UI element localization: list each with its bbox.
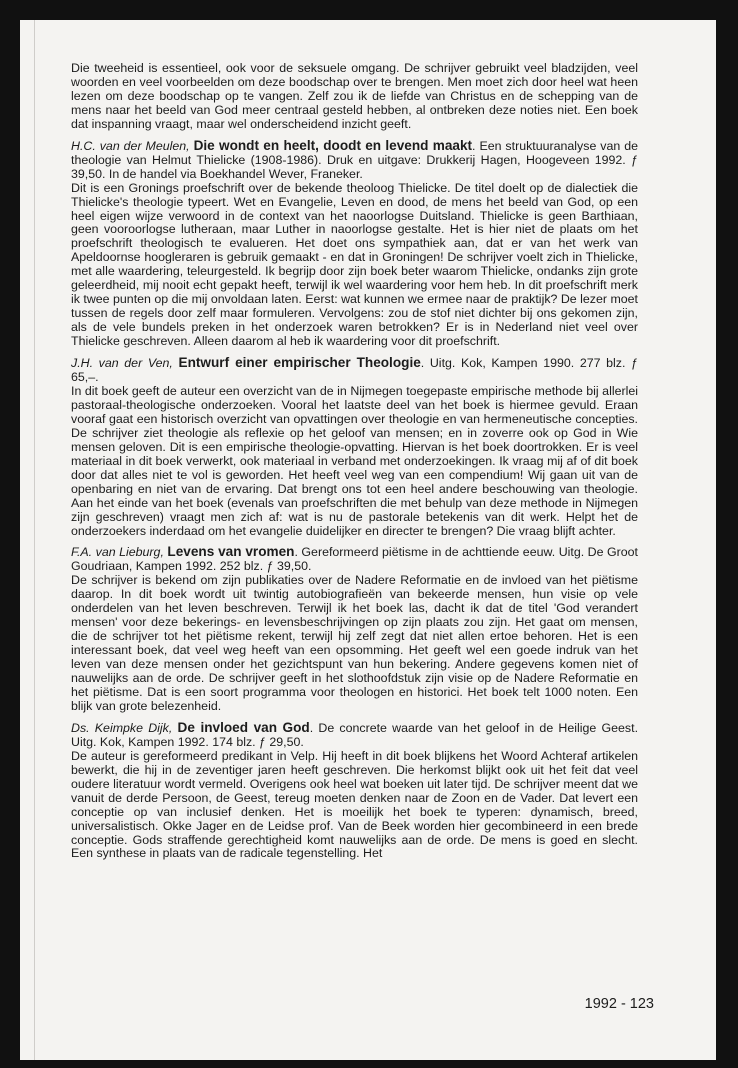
review-bibliography: . De concrete waarde van het geloof in de Heilige Geest. Uitg. Kok, Kampen 1992. 174 blz. ƒ 29,50.: [71, 720, 639, 749]
review-author: F.A. van Lieburg,: [71, 545, 164, 560]
review-bibliography: . Uitg. Kok, Kampen 1990. 277 blz. ƒ 65,–.: [71, 356, 638, 385]
review-thielicke: [71, 139, 638, 349]
review-book-title: Entwurf einer empirischer Theologie: [178, 355, 421, 371]
review-book-title: Die wondt en heelt, doodt en levend maakt: [193, 137, 473, 153]
review-levens-van-vromen: [71, 545, 638, 713]
review-author: J.H. van der Ven,: [71, 356, 173, 371]
page-fold-line: [34, 20, 35, 1060]
scan-border-top: [0, 0, 738, 20]
review-body: De auteur is gereformeerd predikant in Velp. Hij heeft in dit boek blijkens het Woord Achteraf artikelen bewerkt, die hij in de zeventiger jaren heeft geschreven. Die herkomst blijkt ook uit het feit dat veel oudere literatuur wordt vermeld. Overigens ook heel wat boeken uit later tijd. De schrijver meent dat we vanuit de derde Persoon, de Geest, tereug moeten denken naar de Zoon en de Vader. Dat levert een conceptie op van inclusief denken. Het is moeilijk het boek te typeren: dynamisch, breed, universalistisch. Okke Jager en de Leidse prof. Van de Beek worden hier gecombineerd in een brede conceptie. Gods straffende gerechtigheid komt nauwelijks aan de orde. De mens is goed en slecht. Een synthese in plaats van de radicale tegenstelling. Het: [71, 748, 638, 861]
review-bibliography: . Gereformeerd piëtisme in de achttiende eeuw. Uitg. De Groot Goudriaan, Kampen 1992. 252 blz. ƒ 39,50.: [71, 545, 639, 574]
intro-paragraph: Die tweeheid is essentieel, ook voor de seksuele omgang. De schrijver gebruikt veel bladzijden, veel woorden en veel voorbeelden om deze boodschap over te brengen. Men moet zich door heel wat heen lezen om deze boodschap op te vangen. Zelf zou ik de liefde van Christus en de schepping van de mens naar het beeld van God meer centraal gesteld hebben, al ontbreken deze noties niet. Een boek dat inspanning vraagt, maar wel onderscheidend inzicht geeft.: [71, 61, 638, 131]
scan-border-right: [716, 0, 738, 1068]
page-text: [71, 62, 638, 868]
review-author: H.C. van der Meulen,: [71, 138, 190, 153]
page-number: 1992 - 123: [584, 996, 654, 1012]
review-book-title: De invloed van God: [177, 719, 310, 735]
review-invloed-van-god: [71, 721, 638, 862]
review-body: In dit boek geeft de auteur een overzicht van de in Nijmegen toegepaste empirische methode bij allerlei pastoraal-theologische onderzoeken. Vooral het laatste deel van het boek is hiermee gevuld. Eraan vooraf gaat een historisch overzicht van opvattingen over theologie en van hermeneutische concepties. De schrijver ziet theologie als reflexie op het geloof van mensen; en in zoverre ook op God in Wie mensen geloven. Dit is een empirische theologie-opvatting. Hiervan is het boek doortrokken. Er is veel materiaal in dit boek verwerkt, ook materiaal in verband met onderzoekingen. Ik vraag mij af of dit boek door dat alles niet te vol is geworden. Het heeft veel weg van een compendium! Wij gaan uit van de openbaring en niet van de ervaring. Dat brengt ons tot een heel andere beschouwing van theologie. Aan het einde van het boek (evenals van proefschriften die met behulp van deze methode in Nijmegen zijn geschreven) vraagt men zich af: wat is nu de pastorale betekenis van dit werk. Helpt het de onderzoekers inderdaad om het evangelie duidelijker en directer te brengen? Die vraag blijft achter.: [71, 383, 638, 538]
review-author: Ds. Keimpke Dijk,: [71, 720, 173, 735]
scan-border-left: [0, 0, 20, 1068]
review-empirischer-theologie: [71, 356, 638, 538]
scan-border-bottom: [0, 1060, 738, 1068]
review-body: Dit is een Gronings proefschrift over de bekende theoloog Thielicke. De titel doelt op de dialectiek die Thielicke's theologie typeert. Wet en Evangelie, Leven en dood, de mens het beeld van God, op een heel eigen wijze verwoord in de context van het naoorlogse Duitsland. Thielicke is geen Barthiaan, geen vooroorlogse lutheraan, maar Luther in naoorlogse gestalte. Het is hier niet de plaats om het proefschrift theologisch te evalueren. Het doet ons sympathiek aan, dat er van het werk van Apeldoornse hoogleraren is gebruik gemaakt - en dat in Groningen! De schrijver voelt zich in Thielicke, met alle waardering, teleurgesteld. Ik begrijp door zijn boek beter waarom Thielicke, ondanks zijn grote geleerdheid, mij nooit echt gepakt heeft, terwijl ik wel waardering voor hem heb. In dit proefschrift merk ik twee punten op die mij onvoldaan laten. Eerst: wat kunnen we ermee naar de praktijk? De lezer moet tussen de regels door zelf maar formuleren. Vervolgens: zou de stof niet dichter bij ons gekomen zijn, als de vele bundels preken in het onderzoek waren betrokken? Er is in Nederland niet veel over Thielicke geschreven. Alleen daarom al heb ik waardering voor dit proefschrift.: [71, 180, 638, 349]
review-body: De schrijver is bekend om zijn publikaties over de Nadere Reformatie en de invloed van het piëtisme daarop. In dit boek wordt uit twintig autobiografieën van bekeerde mensen, hun visie op vele onderdelen van het leven beschreven. Terwijl ik het boek las, dacht ik dat de titel 'God verandert mensen' voor deze bekerings- en levensbeschrijvingen op zijn plaats zou zijn. Het gaat om mensen, die de schrijver tot het piëtisme rekent, terwijl hij zelf zegt dat niet allen ertoe behoren. Het is een interessant boek, dat veel weg heeft van een opsomming. Het geeft wel een goede indruk van het leven van deze mensen onder het gezichtspunt van hun bekering. Andere gegevens komen niet of nauwelijks aan de orde. De schrijver geeft in het slothoofdstuk zijn visie op de Nadere Reformatie en het piëtisme. Dat is een soort programma voor theologen en historici. Het boek telt 1000 noten. Een blijk van grote belezenheid.: [71, 573, 638, 713]
review-book-title: Levens van vromen: [167, 544, 295, 560]
review-bibliography: . Een struktuuranalyse van de theologie van Helmut Thielicke (1908-1986). Druk en uitgave: Drukkerij Hagen, Hoogeveen 1992. ƒ 39,50. In de handel via Boekhandel Wever, Franeker.: [71, 138, 638, 181]
